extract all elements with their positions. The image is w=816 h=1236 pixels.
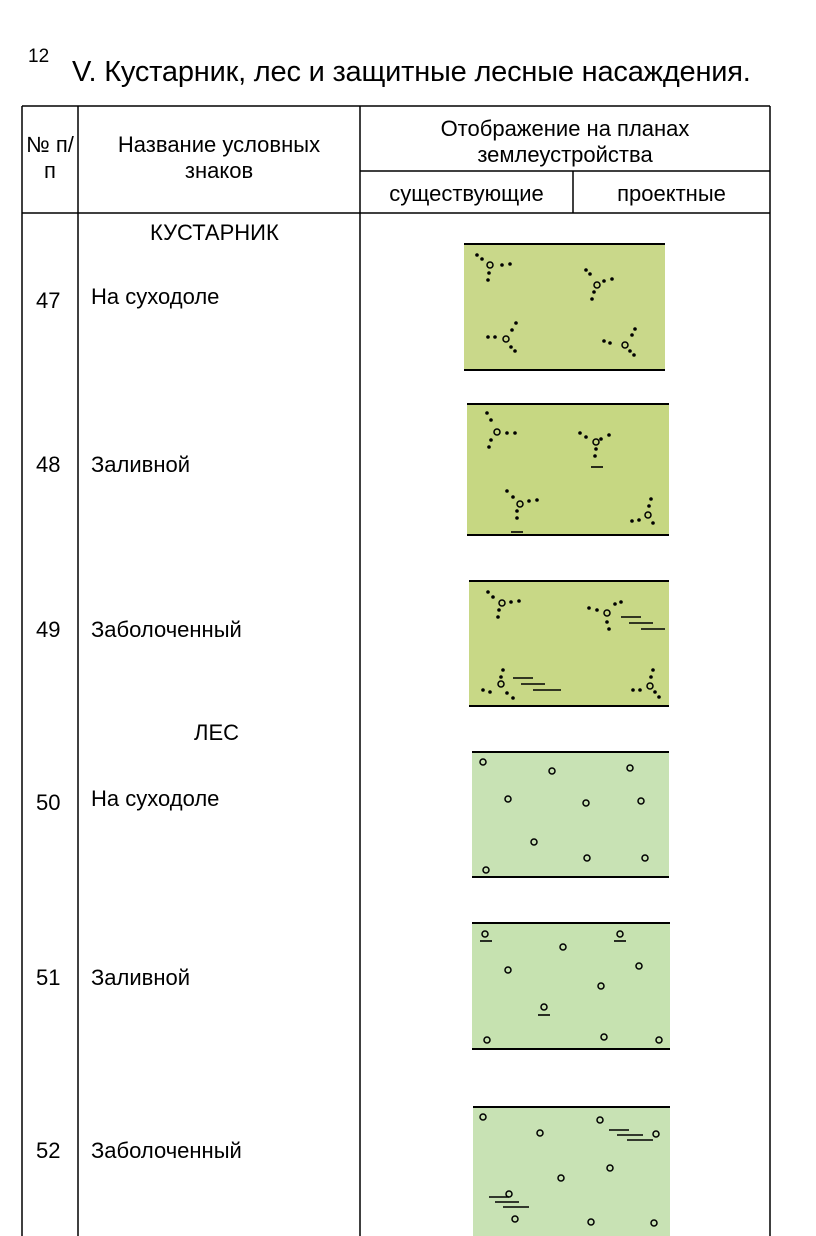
row-num-47: 47	[36, 288, 61, 313]
row-name-50: На суходоле	[91, 786, 220, 811]
section-title-forest: ЛЕС	[194, 720, 239, 745]
header-display: Отображение на планах землеустройства	[440, 116, 690, 167]
shrub-dry-symbol	[464, 243, 665, 371]
row-name-52: Заболоченный	[91, 1138, 242, 1163]
header-name: Название условных знаков	[117, 132, 321, 183]
row-name-47: На суходоле	[91, 284, 220, 309]
row-name-48: Заливной	[91, 452, 191, 477]
row-num-50: 50	[36, 790, 61, 815]
forest-swampy-symbol	[473, 1106, 670, 1236]
row-name-51: Заливной	[91, 965, 191, 990]
header-existing: существующие	[389, 181, 544, 206]
shrub-floodplain-symbol	[467, 403, 669, 536]
header-num: № п/п	[26, 132, 74, 183]
row-num-51: 51	[36, 965, 61, 990]
row-num-48: 48	[36, 452, 61, 477]
forest-dry-symbol	[472, 751, 669, 878]
row-num-52: 52	[36, 1138, 61, 1163]
header-project: проектные	[617, 181, 726, 206]
page-title: V. Кустарник, лес и защитные лесные насаждения.	[72, 56, 751, 88]
shrub-swampy-symbol	[469, 580, 669, 707]
row-num-49: 49	[36, 617, 61, 642]
page-number: 12	[28, 46, 50, 67]
forest-floodplain-symbol	[472, 922, 670, 1050]
section-title-shrub: КУСТАРНИК	[150, 220, 279, 245]
row-name-49: Заболоченный	[91, 617, 242, 642]
